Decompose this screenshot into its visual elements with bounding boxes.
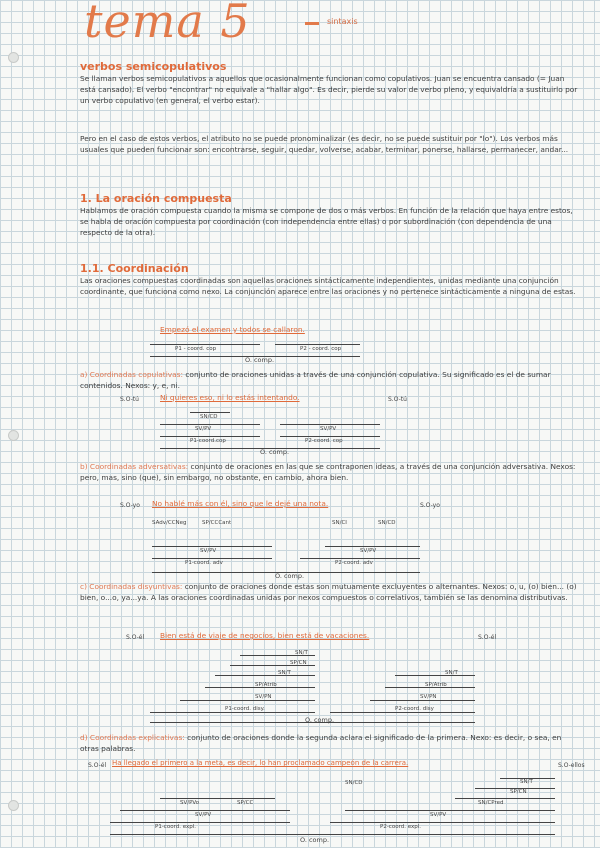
tree-label: SV/PV — [195, 426, 212, 432]
tree-line — [150, 344, 260, 345]
tree-line — [150, 712, 315, 713]
tree-line — [370, 700, 475, 701]
implicit-subject: S.O-tú — [388, 396, 407, 403]
copulativas-paragraph — [80, 370, 580, 392]
tree-line — [395, 675, 475, 676]
tree-label: SV/PV — [360, 548, 377, 554]
binder-hole — [8, 430, 19, 441]
tree-label: SV/PV — [430, 812, 447, 818]
title-dash — [305, 22, 319, 25]
disyuntivas-text: conjunto de oraciones donde estas son mutuamente excluyentes o alternantes. Nexos: o, u, (o) bien... (o) bien, o...o, ya...ya. A las oraciones coordinadas unidas por nexos compuestos o correlativos, también se las denomina distributivas. — [80, 582, 577, 602]
semicop-paragraph-1: Se llaman verbos semicopulativos a aquellos que ocasionalmente funcionan como copulativos. Juan se encuentra cansado (= Juan está cansado). El verbo "encontrar" no equivale a "hallar algo". Es decir, pierde su valor de verbo pleno, y equivaldría a sustituirlo por un verbo copulativo (en general, el verbo estar). — [80, 74, 578, 105]
tree-label: SN/CD — [345, 780, 363, 786]
semicop-paragraph-2: Pero en el caso de estos verbos, el atributo no se puede pronominalizar (es decir, no se puede sustituir por "lo"). Los verbos más usuales que pueden funcionar son: encontrarse, seguir, quedar, volverse, acabar, terminar, ponerse, hallarse, permanecer, andar... — [80, 134, 569, 154]
tree-label: P2-coord. disy — [395, 706, 434, 712]
tree-label: P2-coord. adv — [335, 560, 373, 566]
tree-label: SN/CD — [378, 520, 396, 526]
disyuntivas-heading: c) Coordinadas disyuntivas: — [80, 582, 183, 591]
binder-hole — [8, 52, 19, 63]
explicativas-heading: d) Coordinadas explicativas: — [80, 733, 185, 742]
explicativas-text: conjunto de oraciones donde la segunda aclara el significado de la primera. Nexo: es decir, o sea, en otras palabras. — [80, 733, 562, 753]
binder-hole — [8, 800, 19, 811]
copulativas-heading: a) Coordinadas copulativas: — [80, 370, 183, 379]
tree-label: SV/PN — [420, 694, 437, 700]
tree-label: P2-coord. cop — [305, 438, 343, 444]
disyuntivas-example: Bien está de viaje de negocios, bien está de vacaciones. — [160, 631, 370, 640]
tree-line — [160, 436, 260, 437]
tree-line — [275, 344, 360, 345]
tree-line — [120, 810, 290, 811]
tree-line — [280, 424, 380, 425]
tree-line — [215, 675, 315, 676]
tree-line — [325, 546, 420, 547]
tree-label: SV/PVo — [180, 800, 200, 806]
copulativas-text: conjunto de oraciones unidas a través de una conjunción copulativa. Su significado es el de sumar contenidos. Nexos: y, e, ni. — [80, 370, 551, 390]
tree-root-label: O. comp. — [300, 836, 330, 844]
tree-label: P1-coord. adv — [185, 560, 223, 566]
tree-label: SP/CC — [237, 800, 254, 806]
explicativas-example: Ha llegado el primero a la meta, es decir, lo han proclamado campeón de la carrera. — [112, 759, 409, 767]
tree-line — [160, 798, 240, 799]
tree-line — [345, 810, 555, 811]
tree-label: SP/Atrib — [425, 682, 447, 688]
tree-label: SP/CCCant — [202, 520, 232, 526]
tree-label: P2 - coord. cop — [300, 346, 342, 352]
tree-label: SV/PN — [255, 694, 272, 700]
section-heading-compuesta: 1. La oración compuesta — [80, 192, 232, 205]
tree-line — [160, 424, 260, 425]
page-subtitle: sintaxis — [327, 17, 358, 26]
tree-label: P1-coord. disy. — [225, 706, 265, 712]
tree-label: P2-coord. expl. — [380, 824, 422, 830]
tree-line — [110, 834, 555, 835]
tree-root-label: O. comp. — [275, 572, 305, 580]
tree-line — [152, 546, 272, 547]
implicit-subject: S.O-él — [126, 634, 145, 641]
adversativas-heading: b) Coordinadas adversativas: — [80, 462, 189, 471]
adversativas-example: No hablé más con él, sino que le dejé una nota. — [152, 499, 329, 508]
section-heading-semicop: verbos semicopulativos — [80, 60, 227, 73]
implicit-subject: S.O-yo — [420, 502, 440, 509]
tree-line — [330, 822, 555, 823]
tree-label: SN/T — [520, 779, 533, 785]
tree-label: SAdv/CCNeg — [152, 520, 187, 526]
implicit-subject: S.O-él — [88, 762, 107, 769]
tree-line — [190, 412, 230, 413]
tree-label: SN/CI — [332, 520, 347, 526]
tree-label: P1-coord.cop — [190, 438, 226, 444]
implicit-subject: S.O-él — [478, 634, 497, 641]
implicit-subject: S.O-yo — [120, 502, 140, 509]
tree-line — [280, 436, 380, 437]
adversativas-paragraph — [80, 462, 580, 484]
tree-label: SP/CN — [290, 660, 307, 666]
tree-root-label: O. comp. — [260, 448, 290, 456]
tree-label: P1 - coord. cop — [175, 346, 217, 352]
tree-root-label: O. comp. — [305, 716, 335, 724]
tree-label: SN/T — [278, 670, 291, 676]
tree-label: SV/PV — [200, 548, 217, 554]
tree-line — [235, 798, 275, 799]
disyuntivas-paragraph — [80, 582, 580, 604]
coordinacion-paragraph: Las oraciones compuestas coordinadas son aquellas oraciones sintácticamente independientes, unidas mediante una conjunción coordinante, que funciona como nexo. La conjunción aparece entre las oraciones y no pertenece sintácticamente a ninguna de estas. — [80, 276, 576, 296]
explicativas-paragraph — [80, 733, 580, 755]
tree-label: P1-coord. expl. — [155, 824, 197, 830]
tree-label: SN/CPred — [478, 800, 504, 806]
adversativas-text: conjunto de oraciones en las que se contraponen ideas, a través de una conjunción adversativa. Nexos: pero, mas, sino (que), sin embargo, no obstante, en cambio, ahora bien. — [80, 462, 576, 482]
tree-label: SN/CD — [200, 414, 218, 420]
tree-label: SV/PV — [320, 426, 337, 432]
tree-line — [180, 700, 315, 701]
tree-line — [152, 558, 272, 559]
tree-line — [455, 798, 555, 799]
coordinacion-example: Empezó el examen y todos se callaron. — [160, 325, 305, 334]
tree-label: SN/T — [445, 670, 458, 676]
tree-line — [300, 558, 420, 559]
implicit-subject: S.O-ellos — [558, 762, 585, 769]
tree-line — [330, 712, 475, 713]
page-title: tema 5 — [84, 0, 251, 48]
tree-label: SP/Atrib — [255, 682, 277, 688]
compuesta-paragraph: Hablamos de oración compuesta cuando la misma se compone de dos o más verbos. En función de la relación que haya entre estos, se habla de oración compuesta por coordinación (con independencia entre ellas) o por subordinación (con dependencia de una respecto de la otra). — [80, 206, 573, 237]
section-heading-coordinacion: 1.1. Coordinación — [80, 262, 189, 275]
tree-label: SV/PV — [195, 812, 212, 818]
copulativas-example: Ni quieres eso, ni lo estás intentando. — [160, 393, 300, 402]
tree-label: SP/CN — [510, 789, 527, 795]
implicit-subject: S.O-tú — [120, 396, 139, 403]
tree-line — [110, 822, 290, 823]
tree-root-label: O. comp. — [245, 356, 275, 364]
tree-label: SN/T — [295, 650, 308, 656]
